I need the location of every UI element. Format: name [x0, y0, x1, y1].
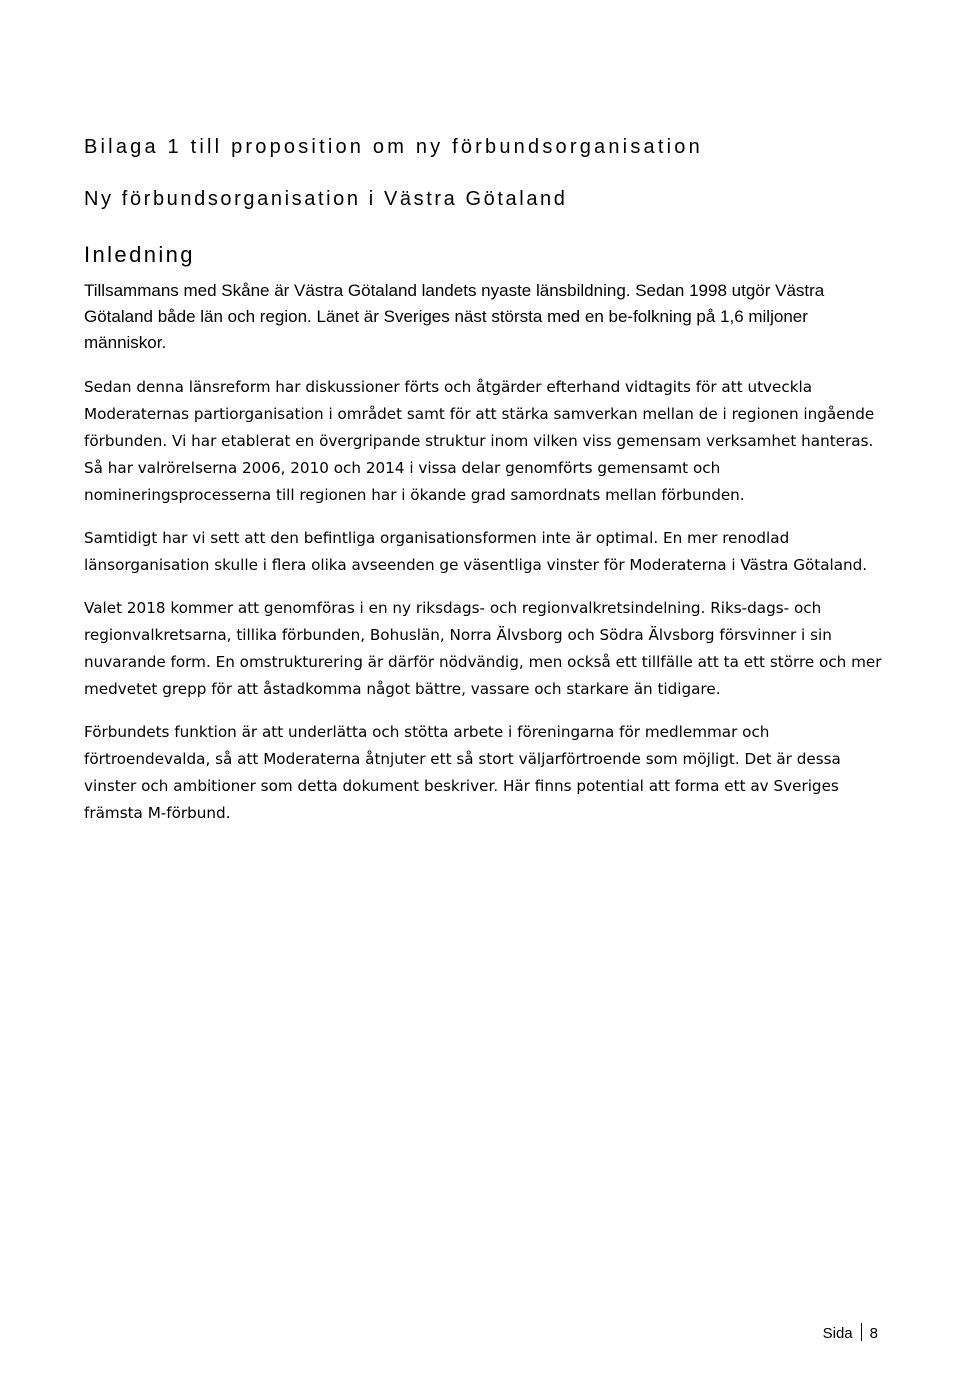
- intro-paragraph: Tillsammans med Skåne är Västra Götaland landets nyaste länsbildning. Sedan 1998 utgör Västra Götaland både län och region. Länet är Sveriges näst största med en be-folkning på 1,6 miljoner människor.: [84, 281, 825, 352]
- body-paragraph-4: Förbundets funktion är att underlätta och stötta arbete i föreningarna för medlemmar och förtroendevalda, så att Moderaterna åtnjuter ett så stort väljarförtroende som möjligt. Det är dessa vinster och ambitioner som detta dokument beskriver. Här finns potential att forma ett av Sveriges främsta M-förbund.: [84, 723, 841, 822]
- body-paragraph-1: Sedan denna länsreform har diskussioner förts och åtgärder efterhand vidtagits för att utveckla Moderaternas partiorganisation i området samt för att stärka samverkan mellan de i regionen ingående förbunden. Vi har etablerat en övergripande struktur inom vilken viss gemensam verksamhet hanteras. Så har valrörelserna 2006, 2010 och 2014 i vissa delar genomförts gemensamt och nomineringsprocesserna till regionen har i ökande grad samordnats mellan förbunden.: [84, 378, 875, 504]
- appendix-heading: Bilaga 1 till proposition om ny förbundsorganisation: [84, 136, 703, 158]
- footer-divider: [861, 1323, 862, 1341]
- body-paragraph-2: Samtidigt har vi sett att den befintliga organisationsformen inte är optimal. En mer renodlad länsorganisation skulle i flera olika avseenden ge väsentliga vinster för Moderaterna i Västra Götaland.: [84, 529, 868, 574]
- page-number: 8: [869, 1325, 878, 1342]
- page-footer: [823, 1322, 878, 1346]
- document-body: [84, 130, 884, 827]
- section-title-inledning: Inledning: [84, 242, 195, 267]
- document-title: Ny förbundsorganisation i Västra Götaland: [84, 188, 568, 210]
- body-paragraph-3: Valet 2018 kommer att genomföras i en ny riksdags- och regionvalkretsindelning. Riks-dags- och regionvalkretsarna, tillika förbunden, Bohuslän, Norra Älvsborg och Södra Älvsborg försvinner i sin nuvarande form. En omstrukturering är därför nödvändig, men också ett tillfälle att ta ett större och mer medvetet grepp för att åstadkomma något bättre, vassare och starkare än tidigare.: [84, 599, 882, 698]
- page-label: Sida: [822, 1325, 853, 1342]
